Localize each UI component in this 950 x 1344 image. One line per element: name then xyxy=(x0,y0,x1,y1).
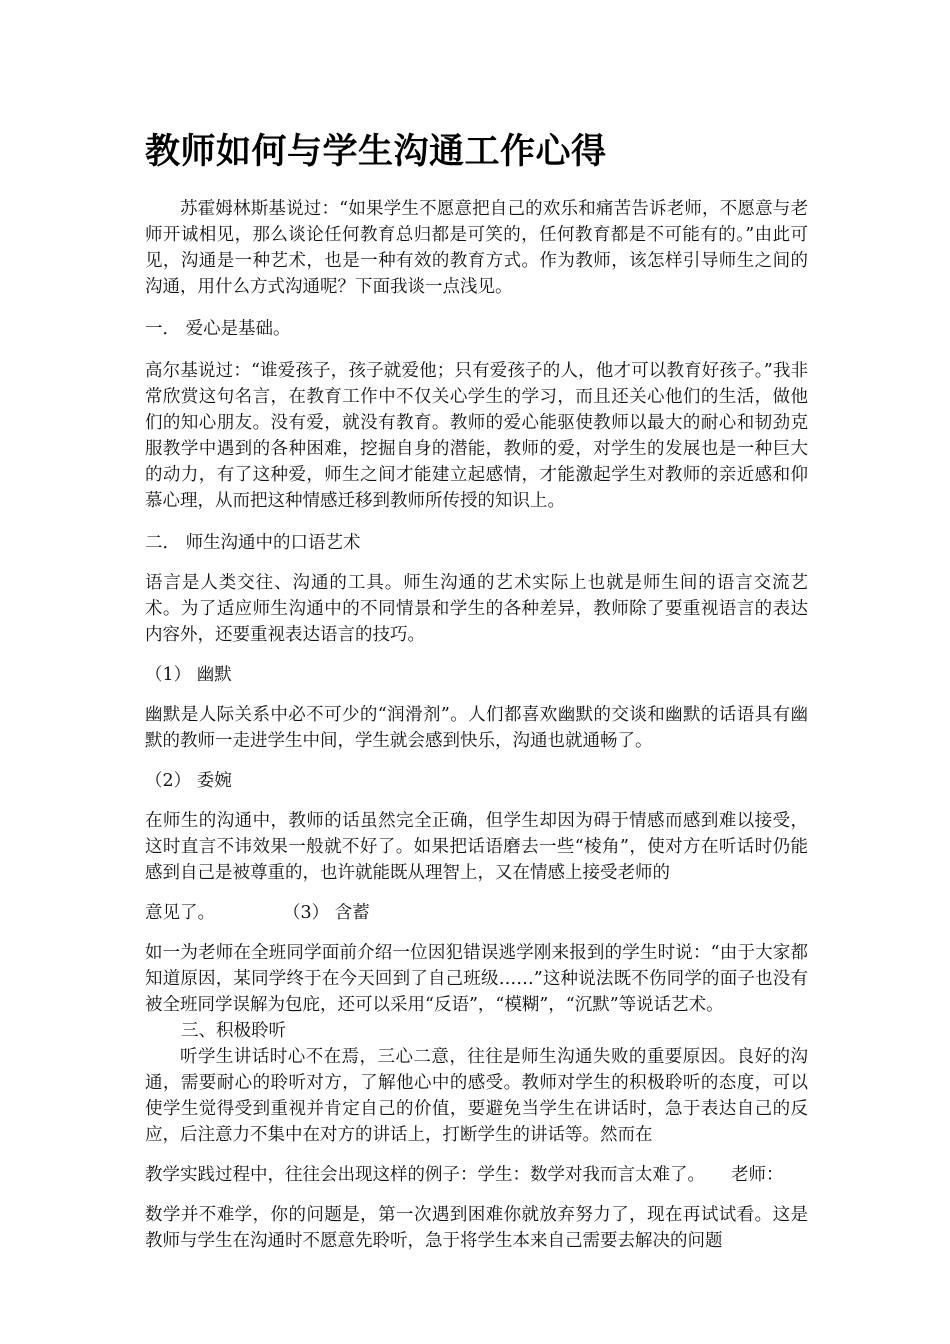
body-paragraph: 幽默是人际关系中必不可少的“润滑剂”。人们都喜欢幽默的交谈和幽默的话语具有幽默的教师一走进学生中间，学生就会感到快乐，沟通也就通畅了。 xyxy=(145,705,808,751)
intro-paragraph: 苏霍姆林斯基说过：“如果学生不愿意把自己的欢乐和痛苦告诉老师，不愿意与老师开诚相见，那么谈论任何教育总归都是可笑的，任何教育都是不可能有的。”由此可见，沟通是一种艺术，也是一种有效的教育方式。作为教师，该怎样引导师生之间的沟通，用什么方式沟通呢？下面我谈一点浅见。 xyxy=(145,199,808,297)
section-heading-3: 三、积极聆听 xyxy=(181,1021,286,1041)
body-paragraph: 语言是人类交往、沟通的工具。师生沟通的艺术实际上也就是师生间的语言交流艺术。为了适应师生沟通中的不同情景和学生的各种差异，教师除了要重视语言的表达内容外，还要重视表达语言的技巧。 xyxy=(145,573,808,645)
body-paragraph: 高尔基说过：“谁爱孩子，孩子就爱他；只有爱孩子的人，他才可以教育好孩子。”我非常欣赏这句名言，在教育工作中不仅关心学生的学习，而且还关心他们的生活，做他们的知心朋友。没有爱，就没有教育。教师的爱心能驱使教师以最大的耐心和韧劲克服教学中遇到的各种困难，挖掘自身的潜能，教师的爱，对学生的发展也是一种巨大的动力，有了这种爱，师生之间才能建立起感情，才能激起学生对教师的亲近感和仰慕心理，从而把这种情感迁移到教师所传授的知识上。 xyxy=(145,361,808,511)
body-paragraph: 听学生讲话时心不在焉，三心二意，往往是师生沟通失败的重要原因。良好的沟通，需要耐心的聆听对方，了解他心中的感受。教师对学生的积极聆听的态度，可以使学生觉得受到重视并肯定自己的价值，要避免当学生在讲话时，急于表达自己的反应，后注意力不集中在对方的讲话上，打断学生的讲话等。然而在 xyxy=(145,1047,808,1145)
body-text-fragment: 意见了。 xyxy=(145,903,215,923)
body-line-with-subheading xyxy=(145,900,808,926)
body-line-with-dialogue xyxy=(145,1162,808,1188)
section-heading-2: 二． 师生沟通中的口语艺术 xyxy=(145,533,361,553)
document-title: 教师如何与学生沟通工作心得 xyxy=(145,132,607,172)
body-paragraph: 数学并不难学，你的问题是，第一次遇到困难你就放弃努力了，现在再试试看。这是教师与学生在沟通时不愿意先聆听，急于将学生本来自己需要去解决的问题 xyxy=(145,1205,808,1251)
subheading-1: （1） 幽默 xyxy=(145,665,232,685)
section-heading-1: 一． 爱心是基础。 xyxy=(145,319,291,339)
body-paragraph: 如一为老师在全班同学面前介绍一位因犯错误逃学刚来报到的学生时说：“由于大家都知道原因，某同学终于在今天回到了自己班级……”这种说法既不伤同学的面子也没有被全班同学误解为包庇，还可以采用“反语”，“模糊”，“沉默”等说话艺术。 xyxy=(145,943,808,1015)
subheading-3: （3） 含蓄 xyxy=(283,903,370,923)
document-body xyxy=(145,196,808,1254)
body-text-fragment: 老师： xyxy=(731,1165,784,1185)
body-paragraph: 在师生的沟通中，教师的话虽然完全正确，但学生却因为碍于情感而感到难以接受，这时直言不讳效果一般就不好了。如果把话语磨去一些“棱角”，使对方在听话时仍能感到自己是被尊重的，也许就能既从理智上，又在情感上接受老师的 xyxy=(145,811,808,883)
body-text-fragment: 教学实践过程中，往往会出现这样的例子：学生：数学对我而言太难了。 xyxy=(145,1165,705,1185)
subheading-2: （2） 委婉 xyxy=(145,771,232,791)
